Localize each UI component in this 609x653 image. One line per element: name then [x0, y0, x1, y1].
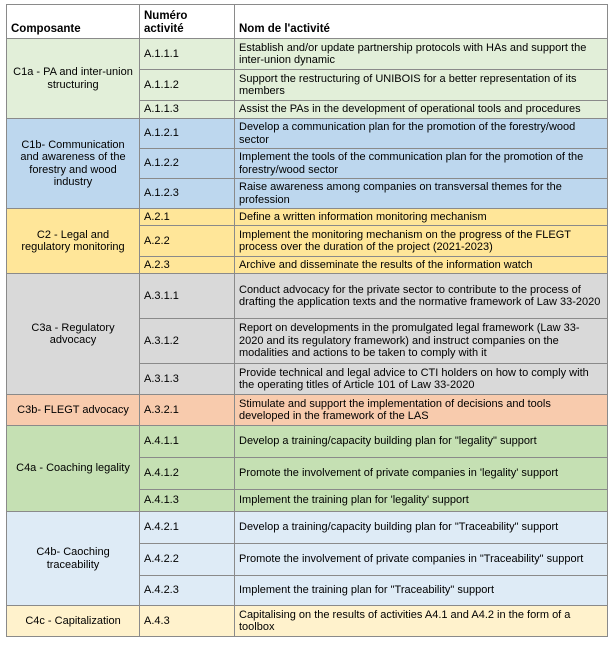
header-row	[7, 5, 608, 39]
activity-name-cell: Promote the involvement of private companies in 'legality' support	[235, 458, 608, 490]
component-cell: C1b- Communication and awareness of the forestry and wood industry	[7, 119, 140, 209]
header-number: Numéro activité	[140, 5, 235, 39]
activity-number-cell: A.4.2.1	[140, 512, 235, 544]
component-cell: C1a - PA and inter-union structuring	[7, 39, 140, 119]
table-row	[7, 606, 608, 637]
activity-number-cell: A.4.1.3	[140, 490, 235, 512]
activity-name-cell: Implement the training plan for 'legality' support	[235, 490, 608, 512]
activity-number-cell: A.1.2.2	[140, 149, 235, 179]
component-cell: C3a - Regulatory advocacy	[7, 274, 140, 395]
activity-name-cell: Develop a training/capacity building plan for "Traceability" support	[235, 512, 608, 544]
table-body	[7, 39, 608, 637]
activity-number-cell: A.3.2.1	[140, 395, 235, 426]
activity-number-cell: A.3.1.3	[140, 364, 235, 395]
activity-name-cell: Assist the PAs in the development of operational tools and procedures	[235, 101, 608, 119]
activities-table	[6, 4, 608, 637]
table-row	[7, 39, 608, 70]
component-cell: C2 - Legal and regulatory monitoring	[7, 209, 140, 274]
activity-number-cell: A.2.1	[140, 209, 235, 226]
activity-name-cell: Develop a training/capacity building plan for "legality" support	[235, 426, 608, 458]
activity-number-cell: A.4.1.1	[140, 426, 235, 458]
activity-name-cell: Support the restructuring of UNIBOIS for a better representation of its members	[235, 70, 608, 101]
activity-name-cell: Provide technical and legal advice to CTI holders on how to comply with the operating titles of Article 101 of Law 33-2020	[235, 364, 608, 395]
table-row	[7, 209, 608, 226]
activity-name-cell: Conduct advocacy for the private sector to contribute to the process of drafting the application texts and the normative framework of Law 33-2020	[235, 274, 608, 319]
table-row	[7, 426, 608, 458]
activity-number-cell: A.1.1.2	[140, 70, 235, 101]
activity-name-cell: Capitalising on the results of activities A4.1 and A4.2 in the form of a toolbox	[235, 606, 608, 637]
table-row	[7, 512, 608, 544]
activity-number-cell: A.4.3	[140, 606, 235, 637]
activity-name-cell: Promote the involvement of private companies in "Traceability" support	[235, 544, 608, 576]
activity-number-cell: A.4.2.2	[140, 544, 235, 576]
activity-number-cell: A.1.1.1	[140, 39, 235, 70]
activity-number-cell: A.4.2.3	[140, 576, 235, 606]
header-activity: Nom de l'activité	[235, 5, 608, 39]
activity-name-cell: Develop a communication plan for the promotion of the forestry/wood sector	[235, 119, 608, 149]
activity-number-cell: A.1.2.1	[140, 119, 235, 149]
component-cell: C4c - Capitalization	[7, 606, 140, 637]
component-cell: C3b- FLEGT advocacy	[7, 395, 140, 426]
activity-number-cell: A.1.2.3	[140, 179, 235, 209]
activity-name-cell: Stimulate and support the implementation of decisions and tools developed in the framework of the LAS	[235, 395, 608, 426]
activity-name-cell: Define a written information monitoring mechanism	[235, 209, 608, 226]
activity-name-cell: Implement the training plan for "Traceability" support	[235, 576, 608, 606]
activity-name-cell: Establish and/or update partnership protocols with HAs and support the inter-union dynamic	[235, 39, 608, 70]
activity-name-cell: Implement the tools of the communication plan for the promotion of the forestry/wood sector	[235, 149, 608, 179]
component-cell: C4a - Coaching legality	[7, 426, 140, 512]
activity-name-cell: Raise awareness among companies on transversal themes for the profession	[235, 179, 608, 209]
table-row	[7, 395, 608, 426]
activity-number-cell: A.2.3	[140, 257, 235, 274]
activity-number-cell: A.2.2	[140, 226, 235, 257]
activity-name-cell: Report on developments in the promulgated legal framework (Law 33-2020 and its regulatory framework) and instruct companies on the modalities and actions to be taken to comply with it	[235, 319, 608, 364]
table-row	[7, 274, 608, 319]
activity-number-cell: A.4.1.2	[140, 458, 235, 490]
table-row	[7, 119, 608, 149]
activity-number-cell: A.3.1.2	[140, 319, 235, 364]
activity-name-cell: Archive and disseminate the results of the information watch	[235, 257, 608, 274]
header-component: Composante	[7, 5, 140, 39]
component-cell: C4b- Caoching traceability	[7, 512, 140, 606]
activity-number-cell: A.3.1.1	[140, 274, 235, 319]
activity-name-cell: Implement the monitoring mechanism on the progress of the FLEGT process over the duration of the project (2021-2023)	[235, 226, 608, 257]
activity-number-cell: A.1.1.3	[140, 101, 235, 119]
